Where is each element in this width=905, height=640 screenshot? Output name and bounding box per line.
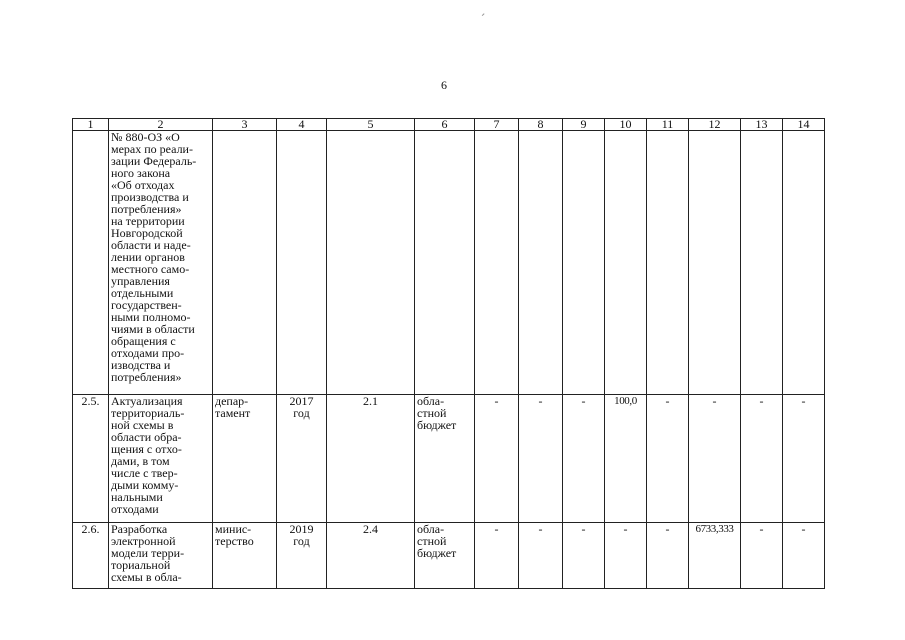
executor: [213, 131, 277, 395]
header-cell: 11: [647, 119, 689, 131]
value-cell: -: [689, 395, 741, 523]
table-row: [73, 395, 825, 523]
target-indicator: [327, 131, 415, 395]
header-cell: 3: [213, 119, 277, 131]
table-row: [73, 523, 825, 589]
header-cell: 8: [519, 119, 563, 131]
value-cell: 100,0: [605, 395, 647, 523]
header-cell: 4: [277, 119, 327, 131]
header-cell: 12: [689, 119, 741, 131]
target-indicator: 2.1: [327, 395, 415, 523]
value-cell: -: [605, 523, 647, 589]
executor: депар- тамент: [213, 395, 277, 523]
value-cell: [519, 131, 563, 395]
term: 2017 год: [277, 395, 327, 523]
value-cell: -: [475, 523, 519, 589]
row-number: 2.5.: [73, 395, 109, 523]
header-cell: 7: [475, 119, 519, 131]
value-cell: [741, 131, 783, 395]
measure-name: Разработка электронной модели терри- ториальной схемы в обла-: [109, 523, 213, 589]
page-number: 6: [441, 78, 447, 92]
stray-mark: [482, 13, 486, 17]
value-cell: -: [519, 523, 563, 589]
header-cell: 1: [73, 119, 109, 131]
funding-source: [415, 131, 475, 395]
header-cell: 6: [415, 119, 475, 131]
value-cell: [689, 131, 741, 395]
target-indicator: 2.4: [327, 523, 415, 589]
value-cell: -: [647, 523, 689, 589]
funding-source: обла- стной бюджет: [415, 523, 475, 589]
value-cell: -: [783, 523, 825, 589]
value-cell: [647, 131, 689, 395]
value-cell: [563, 131, 605, 395]
header-cell: 5: [327, 119, 415, 131]
table-row: [73, 131, 825, 395]
term: [277, 131, 327, 395]
value-cell: [783, 131, 825, 395]
value-cell: -: [519, 395, 563, 523]
header-cell: 14: [783, 119, 825, 131]
value-cell: [605, 131, 647, 395]
row-number: [73, 131, 109, 395]
header-cell: 2: [109, 119, 213, 131]
header-cell: 9: [563, 119, 605, 131]
term: 2019 год: [277, 523, 327, 589]
value-cell: [475, 131, 519, 395]
executor: минис- терство: [213, 523, 277, 589]
value-cell: -: [563, 395, 605, 523]
value-cell: -: [647, 395, 689, 523]
row-number: 2.6.: [73, 523, 109, 589]
value-cell: -: [475, 395, 519, 523]
header-cell: 10: [605, 119, 647, 131]
value-cell: -: [783, 395, 825, 523]
header-cell: 13: [741, 119, 783, 131]
value-cell: -: [741, 523, 783, 589]
header-row: [73, 119, 825, 131]
value-cell: 6733,333: [689, 523, 741, 589]
measure-name: № 880-ОЗ «О мерах по реали- зации Федераль- ного закона «Об отходах производства и потребления» на территории Новгородской области и наде- лении органов местного само- управления отдельными государствен- ными полномо- чиями в области обращения с отходами про- изводства и потребления»: [109, 131, 213, 395]
value-cell: -: [563, 523, 605, 589]
program-table: [72, 118, 825, 589]
value-cell: -: [741, 395, 783, 523]
measure-name: Актуализация территориаль- ной схемы в области обра- щения с отхо- дами, в том числе с твер- дыми комму- нальными отходами: [109, 395, 213, 523]
funding-source: обла- стной бюджет: [415, 395, 475, 523]
